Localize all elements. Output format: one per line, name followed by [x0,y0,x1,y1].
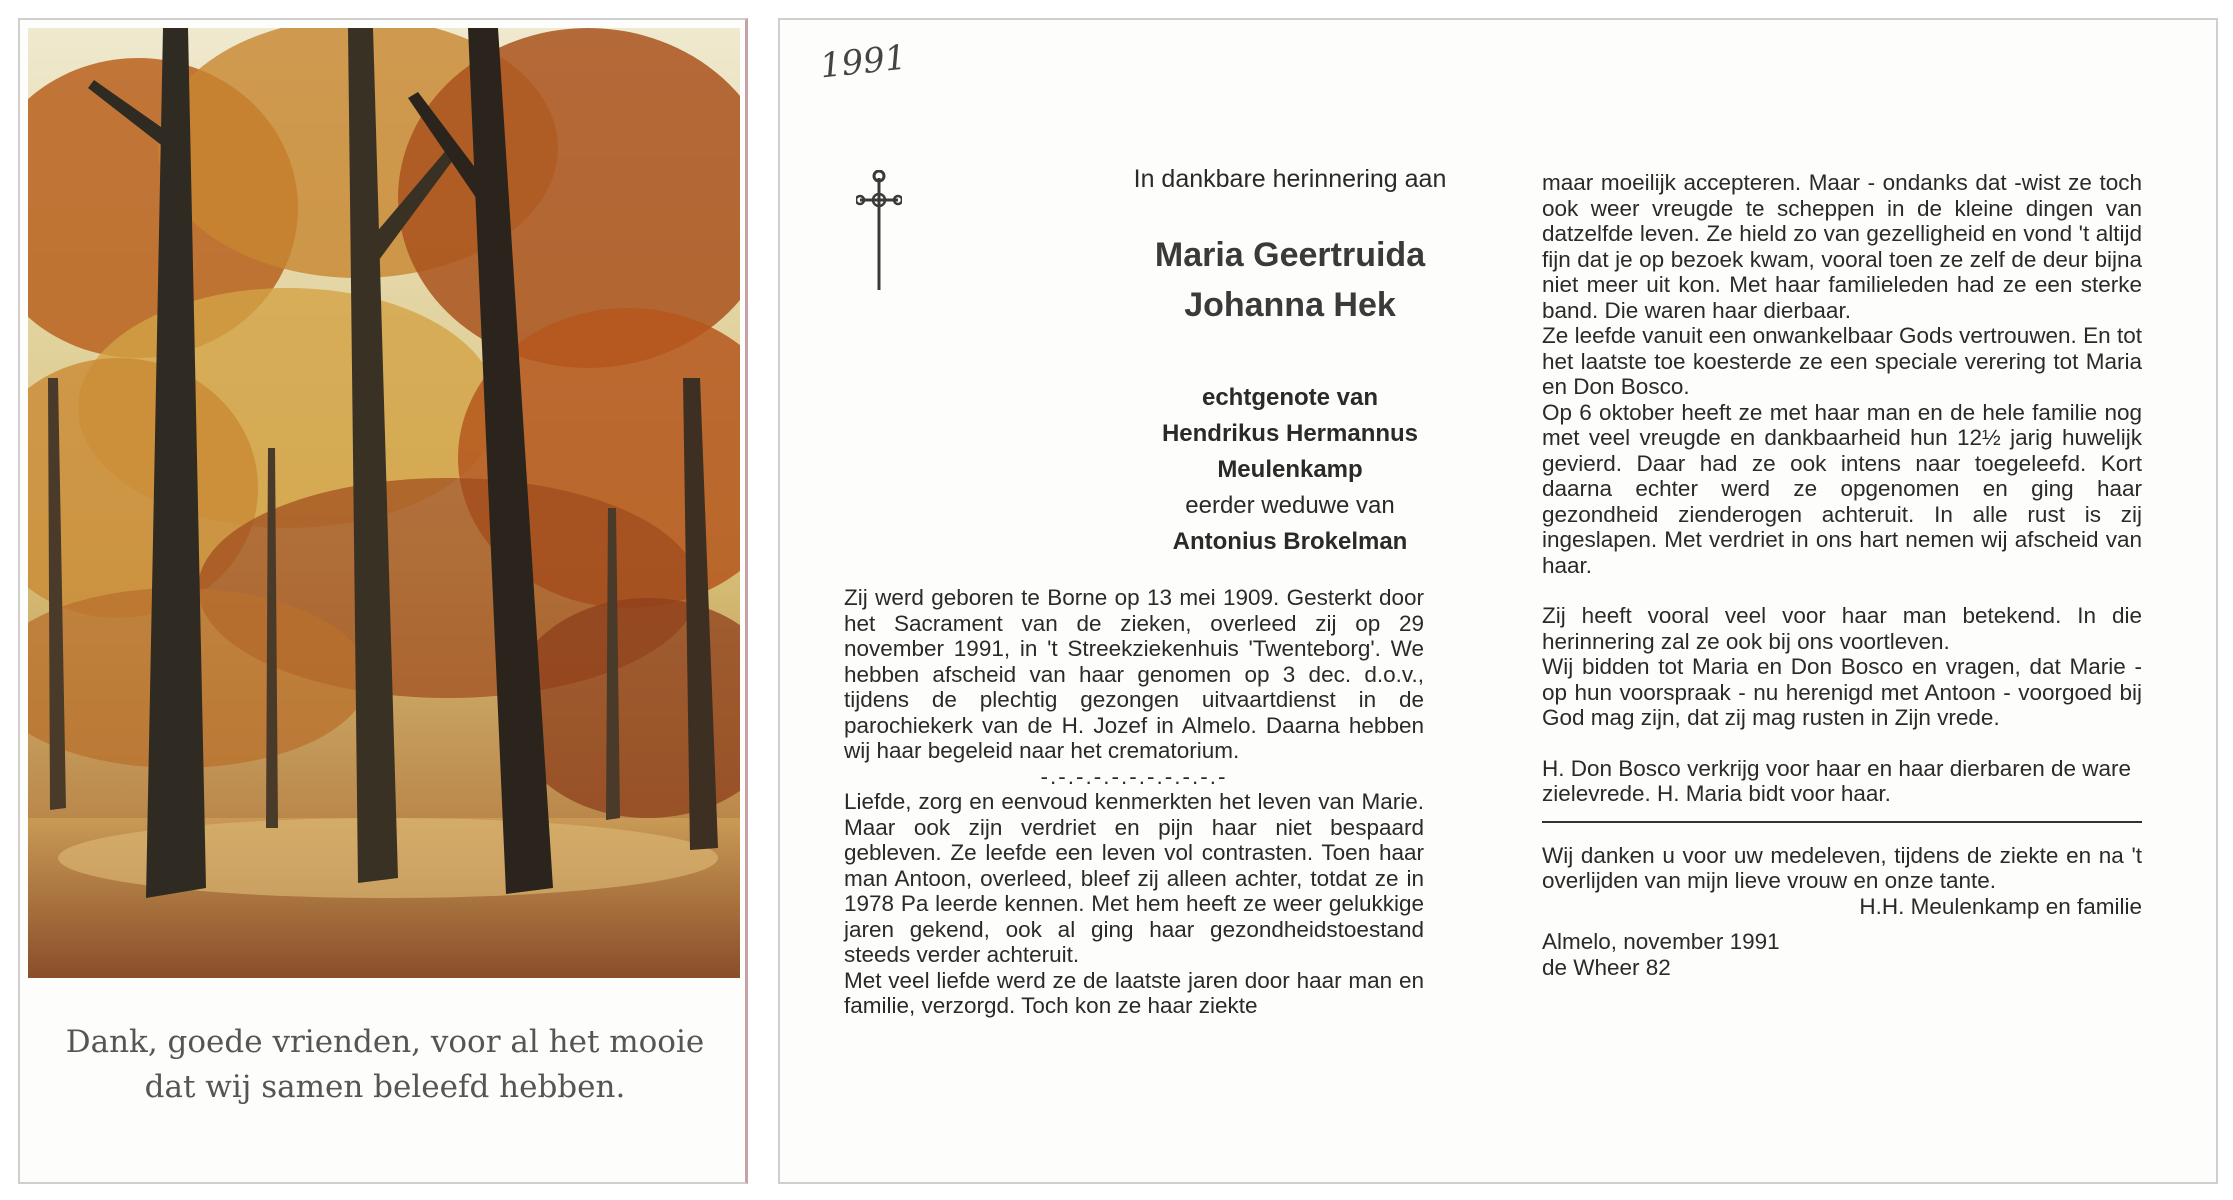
widow-name: Antonius Brokelman [1172,528,1408,555]
signature: H.H. Meulenkamp en familie [1859,893,2142,919]
text-column-left [844,585,1424,1019]
intro-line: In dankbare herinnering aan [1133,165,1447,193]
paragraph: Zij heeft vooral veel voor haar man betekend. In die herinnering zal ze ook bij ons voortleven. [1542,603,2142,654]
divider [1542,821,2142,823]
paragraph: maar moeilijk accepteren. Maar - ondanks dat -wist ze toch ook weer vreugde te scheppen in de kleine dingen van datzelfde leven. Ze hield zo van gezelligheid en vond 't altijd fijn dat je op bezoek kwam, vooral toen ze zelf de deur bijna niet meer uit kon. Met haar familieleden had ze een sterke band. Die waren haar dierbaar. [1542,170,2142,323]
name-line: Maria Geertruida [1154,236,1426,274]
relations [950,380,1630,560]
caption-line: dat wij samen beleefd hebben. [144,1069,626,1105]
handwritten-year: 1991 [818,37,909,87]
photo-card [18,18,748,1184]
place-date: Almelo, november 1991 [1542,929,1780,954]
spouse-name: Hendrikus Hermannus [1161,420,1419,447]
thanks-text: Wij danken u voor uw medeleven, tijdens de ziekte en na 't overlijden van mijn lieve vrouw en onze tante. [1542,842,2142,893]
paragraph: Liefde, zorg en eenvoud kenmerkten het leven van Marie. Maar ook zijn verdriet en pijn haar niet bespaard gebleven. Ze leefde een leven vol contrasten. Toen haar man Antoon, overleed, bleef zij alleen achter, totdat ze in 1978 Pa leerde kennen. Met hem heeft ze weer gelukkige jaren gekend, ook al ging haar gezondheidstoestand steeds verder achteruit. [844,789,1424,967]
paragraph: Met veel liefde werd ze de laatste jaren door haar man en familie, verzorgd. Toch kon ze haar ziekte [844,967,1424,1018]
paragraph: Wij bidden tot Maria en Don Bosco en vragen, dat Marie - op hun voorspraak - nu herenigd met Antoon - voorgoed bij God mag zijn, dat zij mag rusten in Zijn vrede. [1542,654,2142,730]
paragraph: Op 6 oktober heeft ze met haar man en de hele familie nog met veel vreugde en dankbaarheid hun 12½ jarig huwelijk gevierd. Daar had ze ook intens naar toegeleefd. Kort daarna echter werd ze opgenomen en ging haar gezondheid zienderogen achteruit. In alle rust is zij ingeslapen. Met verdriet in ons hart nemen wij afscheid van haar. [1542,399,2142,578]
cross-icon [856,170,902,294]
address: de Wheer 82 [1542,954,1671,980]
paragraph: H. Don Bosco verkrijg voor haar en haar dierbaren de ware zielevrede. H. Maria bidt voor haar. [1542,755,2132,806]
text-card [778,18,2218,1184]
caption-line: Dank, goede vrienden, voor al het mooie [65,1024,705,1060]
paragraph: Ze leefde vanuit een onwankelbaar Gods vertrouwen. En tot het laatste toe koesterde ze een speciale verering tot Maria en Don Bosco. [1542,323,2142,399]
separator: -.-.-.-.-.-.-.-.-.-.- [1040,763,1228,789]
deceased-name [950,230,1630,330]
paragraph: Zij werd geboren te Borne op 13 mei 1909. Gesterkt door het Sacrament van de zieken, overleed zij op 29 november 1991, in 't Streekziekenhuis 'Twenteborg'. We hebben afscheid van haar genomen op 3 dec. d.o.v., tijdens de plechtig gezongen uitvaartdienst in de parochiekerk van de H. Jozef in Almelo. Daarna hebben wij haar begeleid naar het crematorium. [844,585,1424,763]
autumn-forest-photo [28,28,740,978]
name-line: Johanna Hek [1184,286,1396,324]
spouse-name: Meulenkamp [1217,456,1363,483]
spouse-label: echtgenote van [1201,384,1379,411]
caption [20,1020,750,1110]
widow-label: eerder weduwe van [1185,492,1395,519]
text-column-right [1542,170,2142,980]
